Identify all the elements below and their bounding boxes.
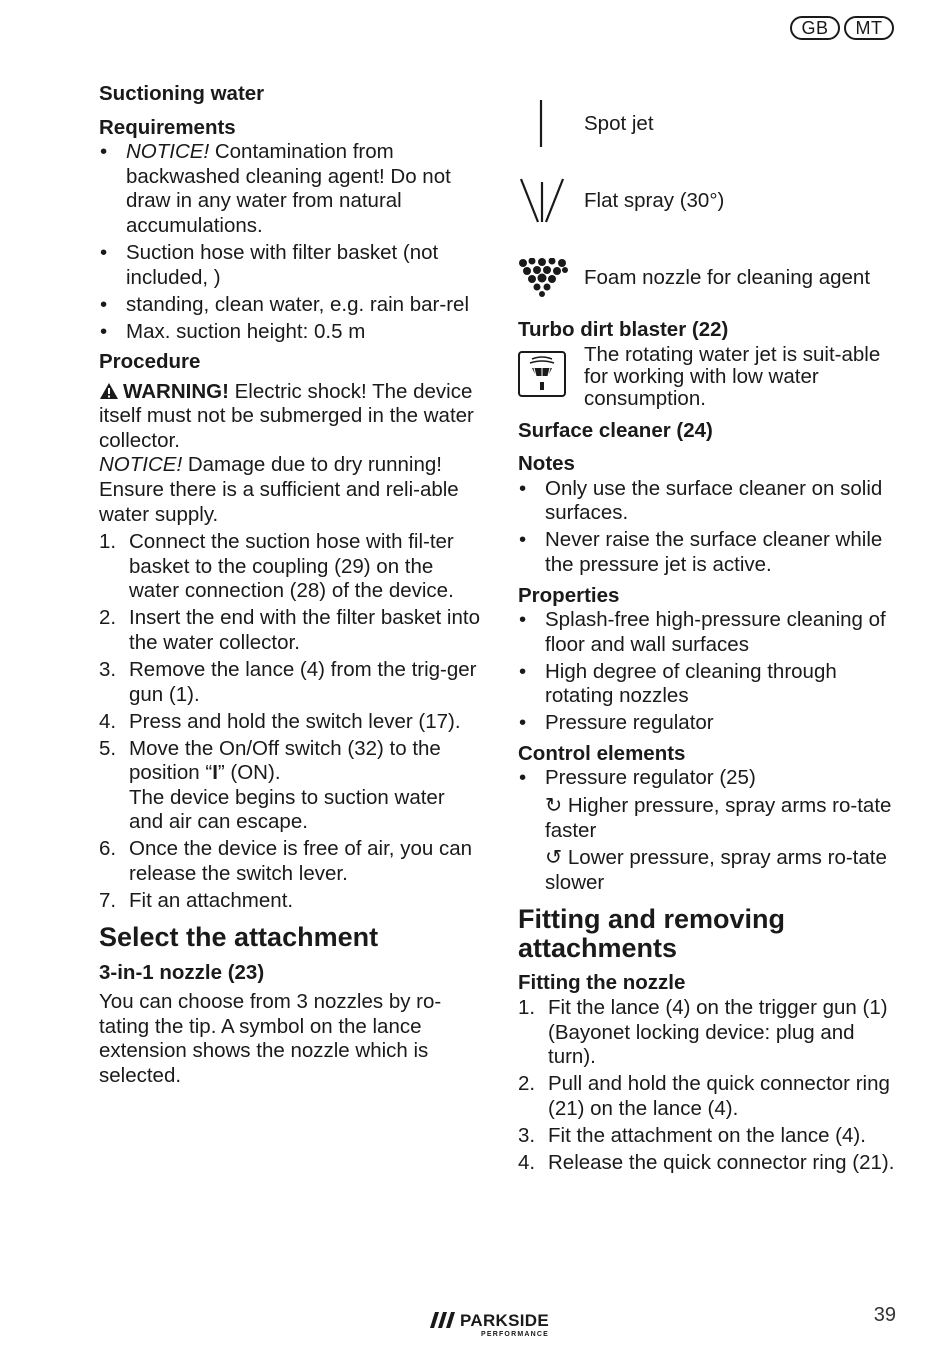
flat-spray-icon	[518, 176, 584, 226]
step-item	[99, 530, 484, 604]
right-column	[518, 92, 903, 1178]
page-number: 39	[873, 1304, 896, 1326]
language-badge-mt: MT	[844, 16, 894, 40]
step-number: 4.	[518, 1150, 536, 1174]
step-text: Pull and hold the quick connector ring (21) on the lance (4).	[548, 1072, 890, 1120]
turbo-row	[518, 342, 903, 410]
list-item: • Pressure regulator	[518, 711, 903, 736]
turbo-description: The rotating water jet is suit-able for working with low water consumption.	[584, 342, 881, 410]
list-item: • Max. suction height: 0.5 m	[99, 320, 484, 345]
warning-icon	[99, 382, 119, 400]
fitting-heading: Fitting and removing attachments	[518, 904, 785, 964]
dry-run-notice	[99, 453, 484, 527]
step-number: 7.	[99, 888, 117, 912]
list-item: • Only use the surface cleaner on solid surfaces.	[518, 477, 903, 526]
step-number: 3.	[518, 1123, 536, 1147]
notice-text: Contamination from backwashed cleaning agent! Do not draw in any water from natural accumulations.	[126, 140, 451, 237]
step-number: 4.	[99, 709, 117, 733]
list-item: • Splash-free high-pressure cleaning of floor and wall surfaces	[518, 608, 903, 657]
step-text: Connect the suction hose with fil-ter basket to the coupling (29) on the water connection (28) of the device.	[129, 530, 454, 603]
step-text: Press and hold the switch lever (17).	[129, 709, 461, 733]
requirements-list	[99, 140, 484, 344]
warning-label: WARNING!	[123, 379, 229, 403]
warning-paragraph	[99, 380, 484, 454]
list-item: • Never raise the surface cleaner while the pressure jet is active.	[518, 528, 903, 577]
select-attachment-heading: Select the attachment	[99, 921, 379, 952]
step-item	[99, 658, 484, 707]
properties-title: Properties	[518, 583, 620, 607]
higher-pressure-text: ↻ Higher pressure, spray arms ro-tate faster	[545, 794, 892, 842]
notes-title: Notes	[518, 452, 575, 476]
nozzle-row-spot	[518, 92, 903, 156]
step-number: 1.	[518, 996, 536, 1020]
nozzle-description: You can choose from 3 nozzles by ro-tating the tip. A symbol on the lance extension shows the nozzle which is selected.	[99, 990, 442, 1087]
nozzle-label: Spot jet	[584, 111, 654, 135]
requirements-title: Requirements	[99, 115, 236, 139]
on-symbol: I	[212, 761, 218, 785]
step-item	[99, 737, 484, 835]
notice-text: Damage due to dry running! Ensure there is a sufficient and reli-able water supply.	[99, 453, 459, 526]
notice-label: NOTICE!	[126, 140, 210, 164]
language-badges	[790, 16, 894, 40]
fitting-steps	[518, 996, 903, 1175]
step-text: ” (ON).	[217, 761, 281, 785]
step-item	[99, 889, 484, 914]
turbo-nozzle-icon	[518, 345, 584, 397]
list-item	[99, 140, 484, 238]
brand-subline: PERFORMANCE	[480, 1331, 549, 1338]
spot-jet-icon	[518, 99, 584, 149]
notice-label: NOTICE!	[99, 453, 183, 477]
suction-title: Suctioning water	[99, 82, 265, 105]
control-elements-list	[518, 766, 903, 895]
step-text: Move the On/Off switch (32) to the position “	[129, 736, 441, 785]
left-column	[99, 80, 484, 1088]
step-item	[99, 837, 484, 886]
nozzle-label: Flat spray (30°)	[584, 188, 725, 212]
notes-list	[518, 477, 903, 578]
procedure-steps	[99, 530, 484, 913]
procedure-title: Procedure	[99, 350, 201, 374]
language-badge-gb: GB	[790, 16, 840, 40]
step-number: 5.	[99, 736, 117, 760]
step-text: Remove the lance (4) from the trig-ger gun (1).	[129, 658, 477, 706]
step-result: The device begins to suction water and air can escape.	[129, 785, 445, 834]
lower-pressure-text: ↺ Lower pressure, spray arms ro-tate slower	[545, 846, 887, 894]
step-item	[518, 1072, 903, 1121]
step-item	[518, 996, 903, 1070]
surface-cleaner-title: Surface cleaner (24)	[518, 418, 713, 442]
step-text: Insert the end with the filter basket into the water collector.	[129, 606, 480, 655]
list-item: • High degree of cleaning through rotating nozzles	[518, 660, 903, 709]
logo-text	[460, 1312, 549, 1339]
step-item	[99, 606, 484, 655]
nozzle-row-flat	[518, 156, 903, 246]
list-item: • standing, clean water, e.g. rain bar-rel	[99, 293, 484, 318]
step-item	[518, 1151, 903, 1176]
step-number: 3.	[99, 658, 117, 682]
parkside-logo	[430, 1312, 549, 1339]
step-item	[99, 710, 484, 735]
step-item	[518, 1124, 903, 1149]
step-number: 2.	[518, 1072, 536, 1096]
nozzle-row-foam	[518, 246, 903, 310]
turbo-title: Turbo dirt blaster (22)	[518, 318, 729, 341]
properties-list	[518, 608, 903, 736]
fitting-nozzle-title: Fitting the nozzle	[518, 971, 686, 995]
warning-text: Electric shock! The device itself must not be submerged in the water collector.	[99, 379, 474, 452]
step-text: Fit an attachment.	[129, 888, 294, 912]
step-number: 6.	[99, 837, 117, 861]
control-elements-title: Control elements	[518, 741, 686, 765]
step-number: 2.	[99, 606, 117, 630]
nozzle-title: 3-in-1 nozzle (23)	[99, 960, 265, 984]
step-text: Once the device is free of air, you can release the switch lever.	[129, 837, 472, 885]
pressure-regulator-label: Pressure regulator (25)	[545, 766, 756, 790]
step-text: Fit the lance (4) on the trigger gun (1) (Bayonet locking device: plug and turn).	[548, 996, 888, 1069]
step-number: 1.	[99, 530, 117, 554]
list-item: • Suction hose with filter basket (not included, )	[99, 241, 484, 290]
step-text: Release the quick connector ring (21).	[548, 1150, 895, 1174]
step-text: Fit the attachment on the lance (4).	[548, 1123, 866, 1147]
brand-name: PARKSIDE	[460, 1311, 549, 1330]
nozzle-label: Foam nozzle for cleaning agent	[584, 265, 871, 289]
logo-stripes-icon	[430, 1312, 456, 1330]
list-item	[518, 766, 903, 895]
foam-nozzle-icon	[518, 258, 584, 298]
